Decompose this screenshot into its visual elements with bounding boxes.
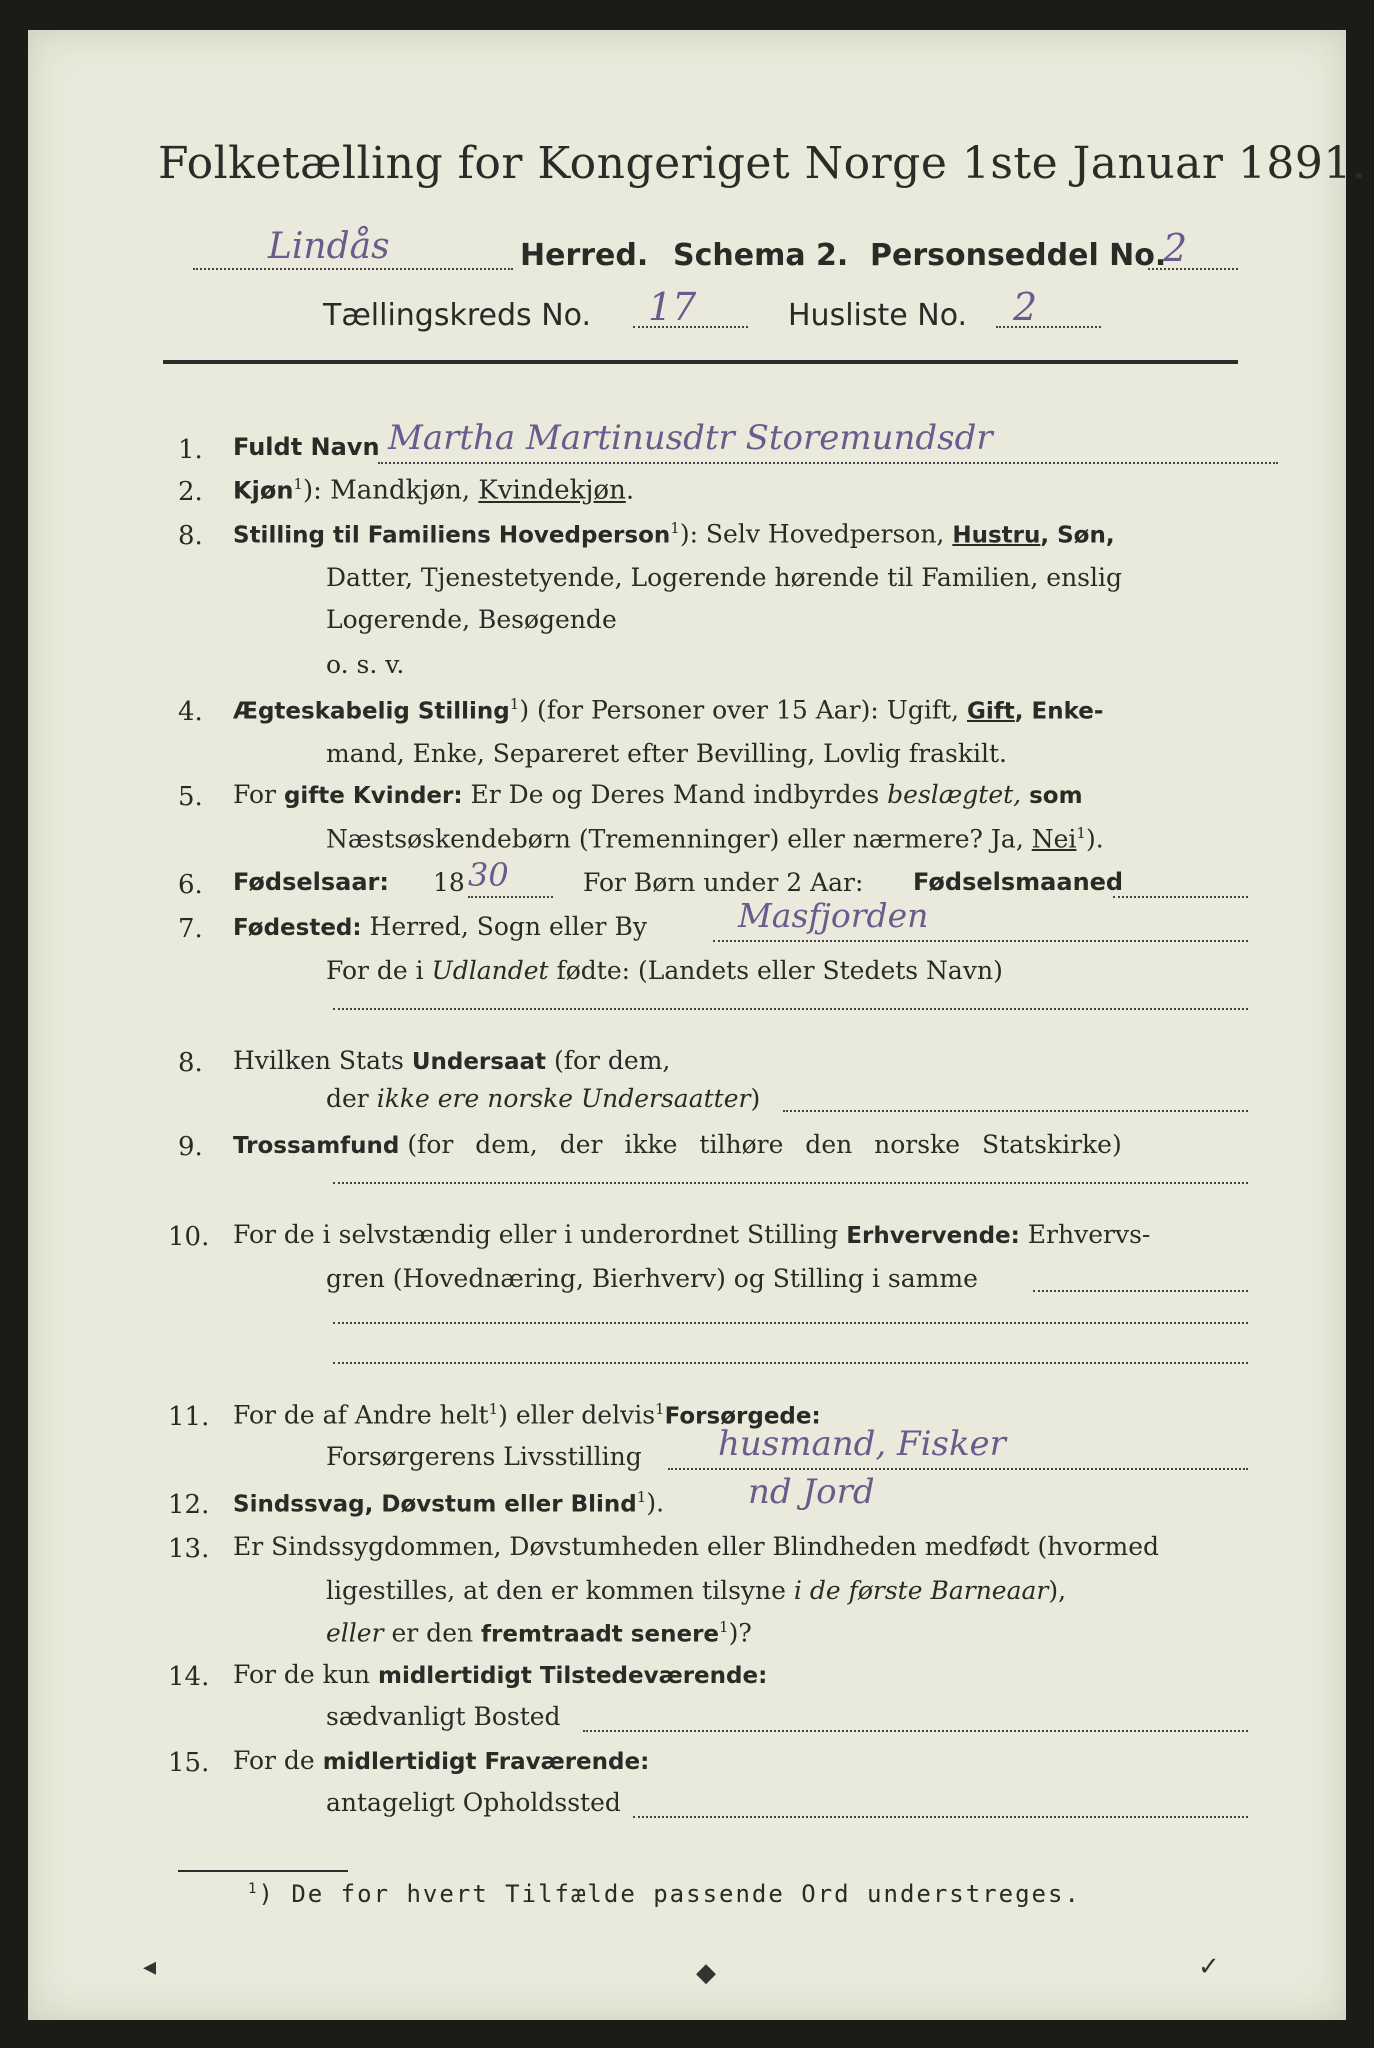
q8-italic: ikke ere norske Undersaatter — [376, 1084, 751, 1113]
q2-text-a: ): Mandkjøn, — [302, 475, 479, 506]
q5-line1 — [233, 780, 1083, 809]
q5-text-d: Næstsøskendebørn (Tremenninger) eller nærmere? Ja, — [326, 824, 1032, 854]
q12-label: Sindssvag, Døvstum eller Blind — [233, 1491, 637, 1518]
q1-label: Fuldt Navn — [233, 433, 380, 461]
q15-text-a: For de — [233, 1746, 323, 1775]
q9-line1 — [233, 1130, 1122, 1159]
q2-number: 2. — [178, 477, 203, 507]
q5-text-a: For — [233, 780, 284, 809]
q3-text-b: , Søn, — [1040, 522, 1115, 549]
q7-dotted-line — [713, 940, 1248, 942]
q13-text-b: ), — [1048, 1576, 1067, 1605]
q13-line3 — [326, 1618, 752, 1647]
q6-label2: Fødselsmaaned — [913, 868, 1124, 896]
q1-number: 1. — [178, 435, 203, 465]
q3-sup: 1 — [670, 519, 680, 537]
q11-sup1: 1 — [488, 1400, 499, 1418]
q5-text-e: ). — [1085, 824, 1104, 854]
husliste-handwritten: 2 — [1013, 285, 1038, 329]
q7-line1 — [233, 912, 647, 941]
q7-number: 7. — [178, 914, 203, 944]
q7-dotted-line2 — [333, 1008, 1248, 1010]
q4-text-b: , Enke- — [1014, 698, 1104, 725]
q4-line2: mand, Enke, Separeret efter Bevilling, Lovlig fraskilt. — [326, 739, 1007, 768]
scanned-form-page — [28, 30, 1367, 2020]
q2-sup: 1 — [293, 475, 303, 493]
q10-text-b: Erhvervs- — [1019, 1220, 1151, 1249]
q15-dotted-line — [633, 1816, 1248, 1818]
q8-label: Undersaat — [411, 1049, 546, 1075]
q3-number: 8. — [178, 521, 203, 551]
q3-hustru: Hustru — [952, 522, 1041, 549]
q14-dotted-line — [583, 1730, 1248, 1732]
q8-dotted-line — [783, 1110, 1248, 1112]
q10-number: 10. — [168, 1222, 210, 1252]
personseddel-handwritten: 2 — [1163, 226, 1188, 270]
footnote — [248, 1880, 1081, 1908]
q7-text: Herred, Sogn eller By — [369, 912, 647, 941]
q14-number: 14. — [168, 1662, 210, 1692]
q13-text-c: er den — [383, 1618, 482, 1648]
q2-kvindekjon: Kvindekjøn — [478, 475, 626, 506]
q3-line4: o. s. v. — [326, 650, 405, 679]
q15-number: 15. — [168, 1748, 210, 1778]
personseddel-dotted-line — [1148, 268, 1238, 270]
q9-number: 9. — [178, 1132, 203, 1162]
schema-label: Schema 2. — [673, 238, 849, 273]
q11-sup2: 1 — [655, 1400, 665, 1418]
q11-dotted-line — [668, 1468, 1248, 1470]
q5-sup: 1 — [1076, 824, 1086, 842]
q9-label: Trossamfund — [233, 1133, 400, 1159]
q5-text-b: Er De og Deres Mand indbyrdes — [462, 780, 888, 809]
personseddel-label: Personseddel No. — [870, 238, 1167, 273]
q9-dotted-line — [333, 1182, 1248, 1184]
corner-mark-center: ◆ — [696, 1958, 716, 1988]
q11-label: Forsørgede: — [664, 1403, 821, 1430]
q5-number: 5. — [178, 782, 203, 812]
q14-line1 — [233, 1660, 767, 1689]
q13-label: fremtraadt senere — [481, 1621, 720, 1648]
q3-text-a: ): Selv Hovedperson, — [679, 519, 953, 549]
q10-dotted-line — [1033, 1290, 1248, 1292]
q1-handwritten-name: Martha Martinusdtr Storemundsdr — [388, 418, 993, 458]
q10-line2: gren (Hovednæring, Bierhverv) og Stilling i samme — [326, 1264, 978, 1293]
q13-italic: i de første Barneaar — [793, 1576, 1049, 1605]
q5-beslaegtet: beslægtet, — [887, 780, 1022, 809]
q13-line2 — [326, 1576, 1066, 1605]
q10-dotted-line3 — [333, 1362, 1248, 1364]
q11-text-a: For de af Andre helt — [233, 1400, 489, 1430]
q8-line1 — [233, 1046, 670, 1075]
q11-line2: Forsørgerens Livsstilling — [326, 1442, 642, 1471]
q4-label: Ægteskabelig Stilling — [233, 698, 510, 725]
herred-handwritten: Lindås — [268, 226, 390, 267]
q13-text-d: )? — [728, 1618, 752, 1648]
q15-line1 — [233, 1746, 649, 1775]
q7-udlandet: Udlandet — [431, 956, 549, 985]
q7-text-b: fødte: (Landets eller Stedets Navn) — [548, 956, 1003, 985]
q12-text-b: ). — [646, 1488, 665, 1518]
q4-number: 4. — [178, 697, 203, 727]
q7-handwritten-place: Masfjorden — [738, 896, 929, 935]
q13-number: 13. — [168, 1534, 210, 1564]
q13-eller: eller — [326, 1618, 384, 1648]
q4-sup: 1 — [509, 695, 520, 713]
footnote-sup: 1 — [248, 1881, 259, 1897]
footnote-rule — [178, 1870, 348, 1872]
q2-label: Kjøn — [233, 476, 294, 505]
q11-text-b: ) eller delvis — [498, 1400, 656, 1430]
q8-number: 8. — [178, 1048, 203, 1078]
kreds-label: Tællingskreds No. — [323, 298, 591, 333]
header-rule — [163, 360, 1238, 364]
q3-line1 — [233, 519, 1115, 548]
q11-handwritten: husmand, Fisker — [718, 1424, 1006, 1464]
form-title: Folketælling for Kongeriget Norge 1ste Januar 1891. — [158, 138, 1367, 189]
q5-line2 — [326, 824, 1104, 853]
q14-text-a: For de kun — [233, 1660, 378, 1689]
q1-dotted-line — [378, 462, 1278, 464]
q6-label: Fødselsaar: — [233, 868, 389, 896]
q4-text-a: ) (for Personer over 15 Aar): Ugift, — [519, 695, 968, 725]
q9-text: (for dem, der ikke tilhøre den norske Statskirke) — [407, 1130, 1122, 1159]
q7-label: Fødested: — [233, 915, 362, 941]
q11-number: 11. — [168, 1402, 210, 1432]
q5-label: gifte Kvinder: — [283, 783, 463, 809]
q13-text-a: ligestilles, at den er kommen tilsyne — [326, 1576, 794, 1605]
q13-sup: 1 — [719, 1618, 729, 1636]
q5-nei: Nei — [1031, 824, 1077, 854]
husliste-dotted-line — [996, 326, 1101, 328]
q5-text-c: som — [1021, 783, 1083, 809]
q3-line2: Datter, Tjenestetyende, Logerende hørende til Familien, enslig — [326, 563, 1123, 592]
q2-text-c: . — [625, 475, 635, 506]
husliste-label: Husliste No. — [788, 298, 968, 333]
q3-line3: Logerende, Besøgende — [326, 605, 617, 634]
q3-label: Stilling til Familiens Hovedperson — [233, 522, 671, 549]
q15-line2: antageligt Opholdssted — [326, 1788, 621, 1817]
q7-line2 — [326, 956, 1003, 985]
q6-mid: For Børn under 2 Aar: — [583, 868, 864, 897]
q12-handwritten: nd Jord — [748, 1472, 875, 1512]
q14-label: midlertidigt Tilstedeværende: — [377, 1663, 768, 1689]
q6-handwritten-year: 30 — [468, 856, 509, 894]
corner-mark-right: ✓ — [1198, 1952, 1220, 1982]
q4-gift: Gift — [967, 698, 1015, 725]
q10-line1 — [233, 1220, 1150, 1249]
q6-prefix: 18 — [433, 868, 465, 897]
corner-mark-left: ◂ — [143, 1952, 157, 1982]
q7-text-a: For de i — [326, 956, 432, 985]
q6-dotted-year — [468, 896, 553, 898]
q8-text-d: ) — [750, 1084, 761, 1113]
q10-label: Erhvervende: — [846, 1223, 1020, 1249]
kreds-handwritten: 17 — [648, 285, 697, 329]
q2-line — [233, 475, 634, 506]
footnote-text: ) De for hvert Tilfælde passende Ord understreges. — [258, 1880, 1081, 1908]
q8-text-a: Hvilken Stats — [233, 1046, 412, 1075]
herred-label: Herred. — [520, 238, 649, 273]
q6-dotted-month — [1113, 896, 1248, 898]
q10-text-a: For de i selvstændig eller i underordnet Stilling — [233, 1220, 847, 1249]
q12-line1 — [233, 1488, 664, 1517]
q14-line2: sædvanligt Bosted — [326, 1702, 561, 1731]
q6-number: 6. — [178, 870, 203, 900]
q8-text-b: (for dem, — [546, 1046, 671, 1075]
q15-label: midlertidigt Fraværende: — [322, 1749, 650, 1775]
q13-line1: Er Sindssygdommen, Døvstumheden eller Blindheden medfødt (hvormed — [233, 1532, 1160, 1561]
q8-text-c: der — [326, 1084, 377, 1113]
q12-sup: 1 — [636, 1488, 647, 1506]
q12-number: 12. — [168, 1490, 210, 1520]
q8-line2 — [326, 1084, 760, 1113]
q4-line1 — [233, 695, 1103, 724]
q10-dotted-line2 — [333, 1322, 1248, 1324]
herred-dotted-line — [193, 268, 513, 270]
